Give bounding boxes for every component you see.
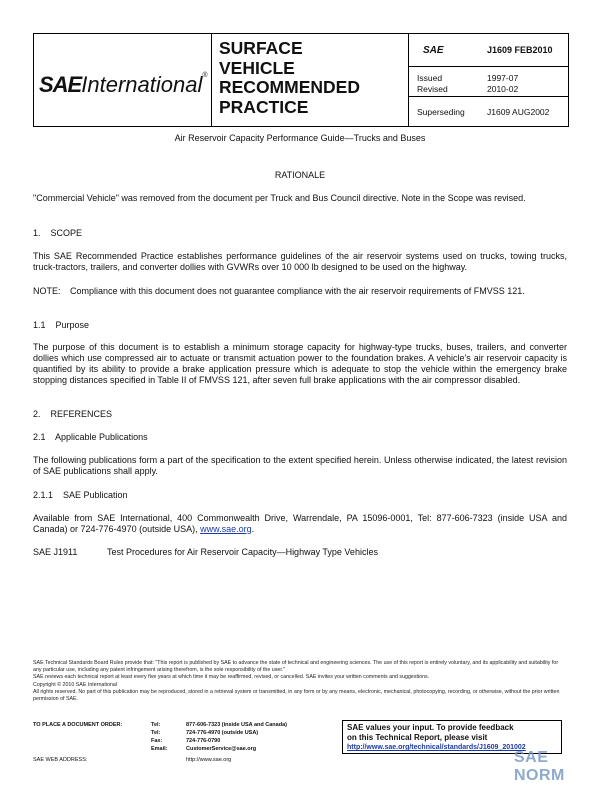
section-1-1-text: The purpose of this document is to establish a minimum storage capacity for highway-type trucks, buses, trailers, and converter dollies which use compressed air to actuate or transmit actuation power to the foundation brakes. A vehicle's air reservoir capacity is quantified by its ability to provide a brake application pressure which is adequate to stop the vehicle within the emergency brake stopping distances specified in Table II of FMVSS 121, after seven full brake applications with the air compressor disabled. (33, 342, 567, 385)
section-2-1-text: The following publications form a part of the specification to the extent specified herein. Unless otherwise indicated, the latest revision of SAE publications shall apply. (33, 455, 567, 476)
section-1-text: This SAE Recommended Practice establishes performance guidelines of the air reservoir systems used on trucks, towing trucks, truck-tractors, trailers, and converter dollies with GVWRs over 10 000 lb designed to be used on the highway. (33, 251, 567, 272)
revised-row: Revised 2010-02 (417, 84, 519, 94)
doc-number: J1609 FEB2010 (487, 45, 553, 55)
header-table (33, 33, 569, 127)
section-1-1-heading: 1.1 Purpose (33, 320, 90, 330)
feedback-link[interactable]: http://www.sae.org/technical/standards/J1609_201002 (347, 744, 526, 751)
sae-norm-watermark: SAE NORM (514, 749, 565, 784)
reference-code: SAE J1911 (33, 547, 78, 557)
section-1-heading: 1. SCOPE (33, 228, 83, 238)
document-page: SAEInternational® SURFACE VEHICLE RECOMMENDED PRACTICE SAE J1609 FEB2010 Issued 1997-07 Revised 2010-02 Superseding J1609 AUG2002 Air Reservoir Capacity Performance Guide—Trucks and Buses RATIONALE "Commercial Vehicle" was removed from the document per Truck and Bus Council directive. Note in the Scope was revised. 1. SCOPE This SAE Recommended Practice establishes performance guidelines of the air reservoir systems used on trucks, towing trucks, truck-tractors, trailers, and converter dollies with GVWRs over 10 000 lb designed to be used on the highway. NOTE: Compliance with this document does not guarantee compliance with the air reservoir requirements of FMVSS 121. 1.1 Purpose The purpose of this document is to establish a minimum storage capacity for highway-type trucks, buses, trailers, and converter dollies which use compressed air to actuate or transmit actuation power to the foundation brakes. A vehicle's air reservoir capacity is quantified by its ability to provide a brake application pressure which is adequate to stop the vehicle within the emergency brake stopping distances specified in Table II of FMVSS 121, after seven full brake applications with the air compressor disabled. 2. REFERENCES 2.1 Applicable Publications The following publications form a part of the specification to the extent specified herein. Unless otherwise indicated, the latest revision of SAE publications shall apply. 2.1.1 SAE Publication Available from SAE International, 400 Commonwealth Drive, Warrendale, PA 15096-0001, Tel: 877-606-7323 (inside USA and Canada) or 724-776-4970 (outside USA), www.sae.org. SAE J1911 Test Procedures for Air Reservoir Capacity—Highway Type Vehicles SAE Technical Standards Board Rules provide that: "This report is published by SAE to advance the state of technical and engineering sciences. The use of this report is entirely voluntary, and its applicability and suitability for any particular use, including any patent infringement arising therefrom, is the sole responsibility of the user." SAE reviews each technical report at least every five years at which time it may be reaffirmed, revised, or cancelled. SAE invites your written comments and suggestions. Copyright © 2010 SAE International All rights reserved. No part of this publication may be reproduced, stored in a retrieval system or transmitted, in any form or by any means, electronic, mechanical, photocopying, recording, or otherwise, without the prior written permission of SAE. TO PLACE A DOCUMENT ORDER: Tel: 877-606-7323 (inside USA and Canada) Tel: 724-776-4970 (outside USA) Fax: 724-776-0790 Email: CustomerService@sae.org SAE WEB ADDRESS: http://www.sae.org SAE values your input. To provide feedback on this Technical Report, please visit http://www.sae.org/technical/standards/J1609_201002 SAE NORM (0, 0, 600, 776)
reference-title: Test Procedures for Air Reservoir Capacity—Highway Type Vehicles (107, 547, 378, 557)
section-2-1-1-text: Available from SAE International, 400 Commonwealth Drive, Warrendale, PA 15096-0001, Tel: 877-606-7323 (inside USA and Canada) or 724-776-4970 (outside USA), www.sae.org. (33, 513, 567, 534)
logo-cell (34, 34, 212, 126)
rationale-text: "Commercial Vehicle" was removed from the document per Truck and Bus Council directive. Note in the Scope was revised. (33, 193, 526, 203)
note-text: Compliance with this document does not guarantee compliance with the air reservoir requirements of FMVSS 121. (70, 286, 525, 296)
document-title: Air Reservoir Capacity Performance Guide—Trucks and Buses (174, 133, 426, 143)
section-2-heading: 2. REFERENCES (33, 409, 113, 419)
doc-number-row (409, 34, 568, 67)
section-2-1-1-heading: 2.1.1 SAE Publication (33, 490, 128, 500)
customer-service-email[interactable]: CustomerService@sae.org (186, 746, 257, 752)
sae-web-address[interactable]: http://www.sae.org (186, 757, 232, 763)
superseding-row: Superseding J1609 AUG2002 (417, 107, 550, 117)
feedback-box: SAE values your input. To provide feedback on this Technical Report, please visit http://www.sae.org/technical/standards/J1609_201002 (342, 720, 562, 754)
issued-row: Issued 1997-07 (417, 73, 519, 83)
note-label: NOTE: (33, 286, 61, 296)
sae-international-logo: SAEInternational® (39, 72, 208, 97)
meta-divider (409, 96, 568, 97)
sae-mini-logo: SAE (423, 45, 444, 56)
doc-type: SURFACE VEHICLE RECOMMENDED PRACTICE (219, 38, 360, 117)
doc-type-cell (212, 34, 409, 126)
legal-footer: SAE Technical Standards Board Rules provide that: "This report is published by SAE to advance the state of technical and engineering sciences. The use of this report is entirely voluntary, and its applicability and suitability for any particular use, including any patent infringement arising therefrom, is the sole responsibility of the user." SAE reviews each technical report at least every five years at which time it may be reaffirmed, revised, or cancelled. SAE invites your written comments and suggestions. Copyright © 2010 SAE International All rights reserved. No part of this publication may be reproduced, stored in a retrieval system or transmitted, in any form or by any means, electronic, mechanical, photocopying, recording, or otherwise, without the prior written permission of SAE. (33, 660, 560, 703)
section-2-1-heading: 2.1 Applicable Publications (33, 432, 148, 442)
sae-website-link[interactable]: www.sae.org (200, 524, 252, 534)
doc-meta-cell (409, 34, 568, 126)
rationale-heading: RATIONALE (274, 170, 326, 180)
